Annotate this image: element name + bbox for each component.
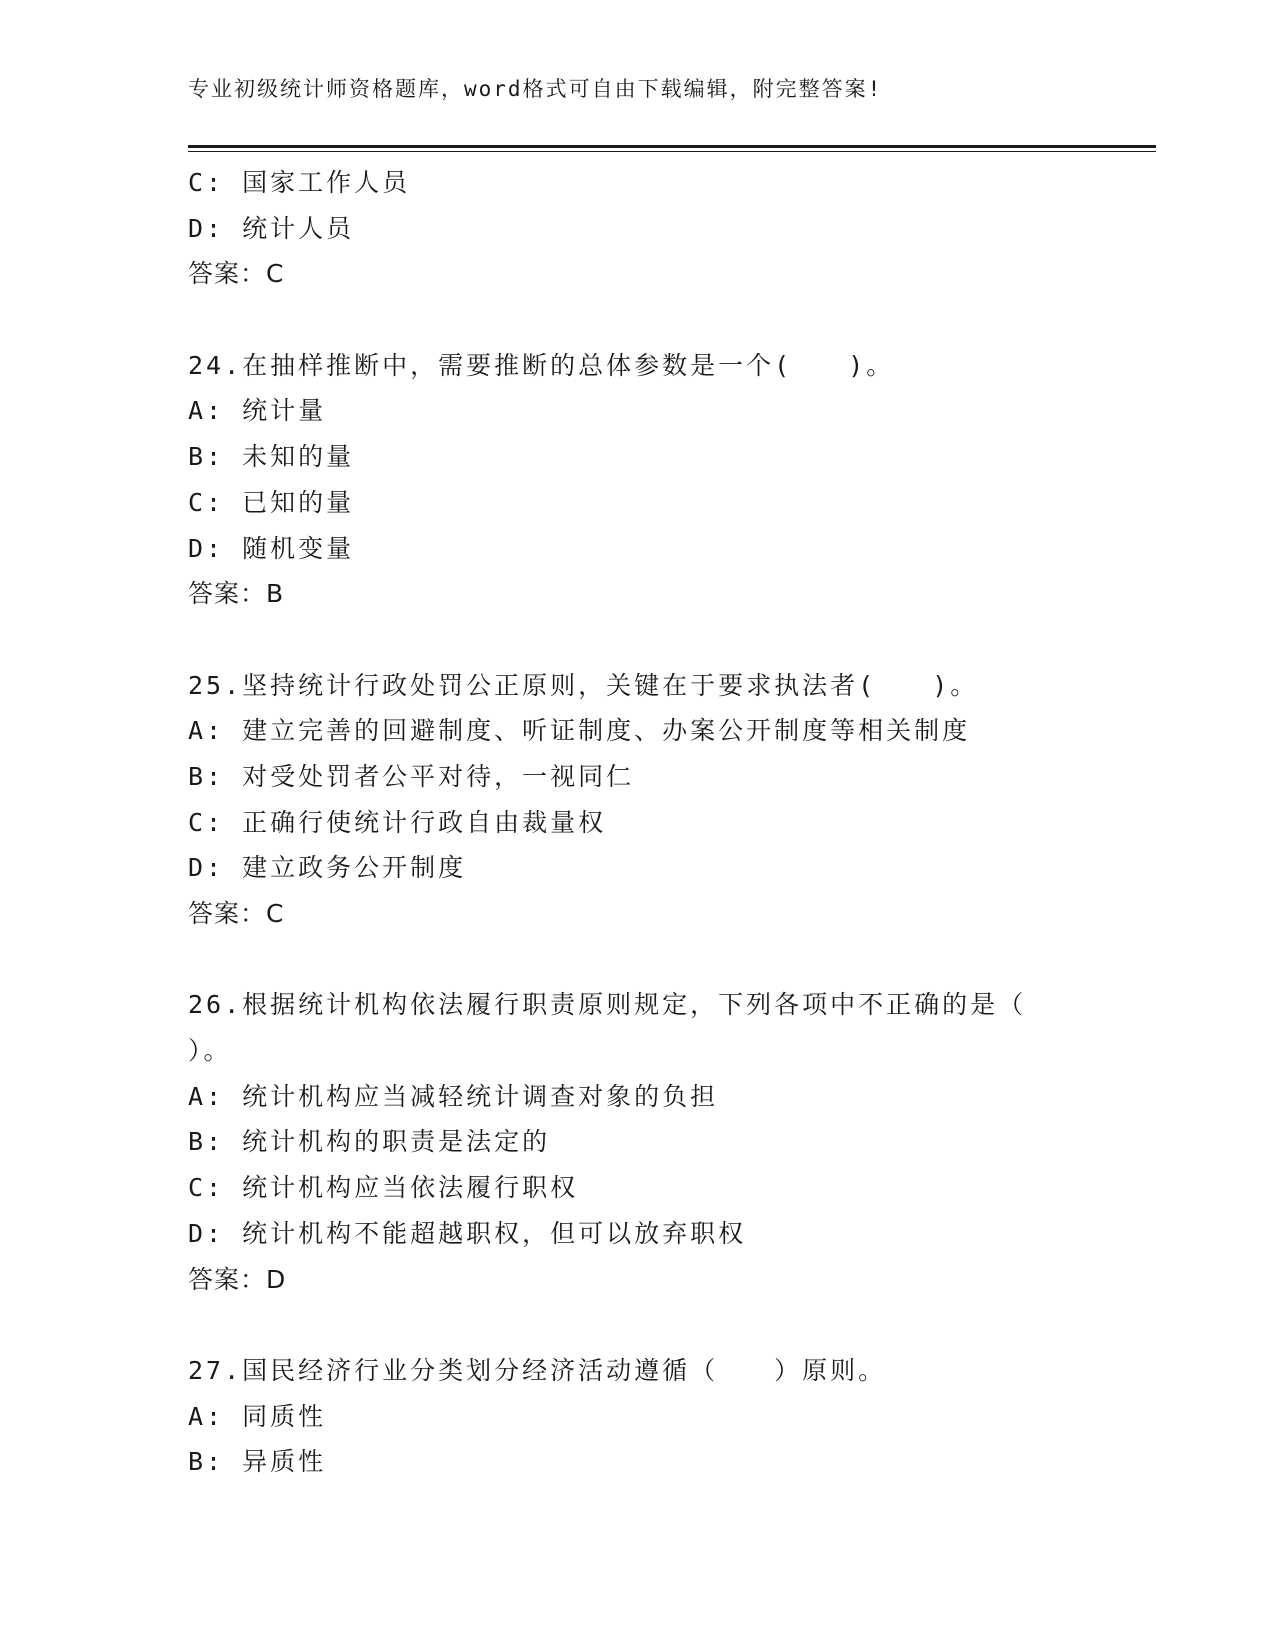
question-26-option-d: D: 统计机构不能超越职权，但可以放弃职权 bbox=[188, 1218, 747, 1248]
question-26-option-b: B: 统计机构的职责是法定的 bbox=[188, 1127, 551, 1157]
question-25-option-c: C: 正确行使统计行政自由裁量权 bbox=[188, 807, 607, 837]
spacer bbox=[188, 937, 1068, 983]
question-25-option-b: B: 对受处罚者公平对待，一视同仁 bbox=[188, 761, 635, 791]
header-rule-thick bbox=[188, 145, 1156, 148]
question-26-option-a: A: 统计机构应当减轻统计调查对象的负担 bbox=[188, 1081, 719, 1111]
question-26-stem: 26.根据统计机构依法履行职责原则规定，下列各项中不正确的是（ bbox=[188, 990, 1027, 1020]
question-24-option-c: C: 已知的量 bbox=[188, 487, 355, 517]
spacer bbox=[188, 297, 1068, 343]
question-24-option-b: B: 未知的量 bbox=[188, 442, 355, 472]
spacer bbox=[188, 617, 1068, 663]
question-24-stem: 24.在抽样推断中，需要推断的总体参数是一个( )。 bbox=[188, 350, 895, 380]
question-25-option-d: D: 建立政务公开制度 bbox=[188, 853, 467, 883]
question-26-answer: 答案：D bbox=[188, 1264, 287, 1294]
question-25-stem: 25.坚持统计行政处罚公正原则，关键在于要求执法者( )。 bbox=[188, 670, 979, 700]
question-25-answer: 答案：C bbox=[188, 899, 285, 928]
question-24-answer: 答案：B bbox=[188, 579, 285, 609]
question-26-stem-cont: ）。 bbox=[188, 1036, 232, 1066]
question-27-option-a: A: 同质性 bbox=[188, 1401, 327, 1431]
question-26-option-c: C: 统计机构应当依法履行职权 bbox=[188, 1173, 579, 1203]
question-24-option-d: D: 随机变量 bbox=[188, 533, 355, 563]
spacer bbox=[188, 1302, 1068, 1348]
question-24-option-a: A: 统计量 bbox=[188, 396, 327, 426]
prev-option-c: C: 国家工作人员 bbox=[188, 168, 411, 197]
question-content bbox=[188, 160, 1068, 1485]
header-note: 专业初级统计师资格题库，word格式可自由下载编辑，附完整答案! bbox=[188, 77, 883, 101]
question-25-option-a: A: 建立完善的回避制度、听证制度、办案公开制度等相关制度 bbox=[188, 716, 971, 746]
prev-option-d: D: 统计人员 bbox=[188, 213, 355, 243]
prev-answer: 答案：C bbox=[188, 259, 285, 289]
question-27-stem: 27.国民经济行业分类划分经济活动遵循（ ）原则。 bbox=[188, 1355, 887, 1385]
question-27-option-b: B: 异质性 bbox=[188, 1447, 327, 1477]
header-rule-thin bbox=[188, 151, 1156, 152]
